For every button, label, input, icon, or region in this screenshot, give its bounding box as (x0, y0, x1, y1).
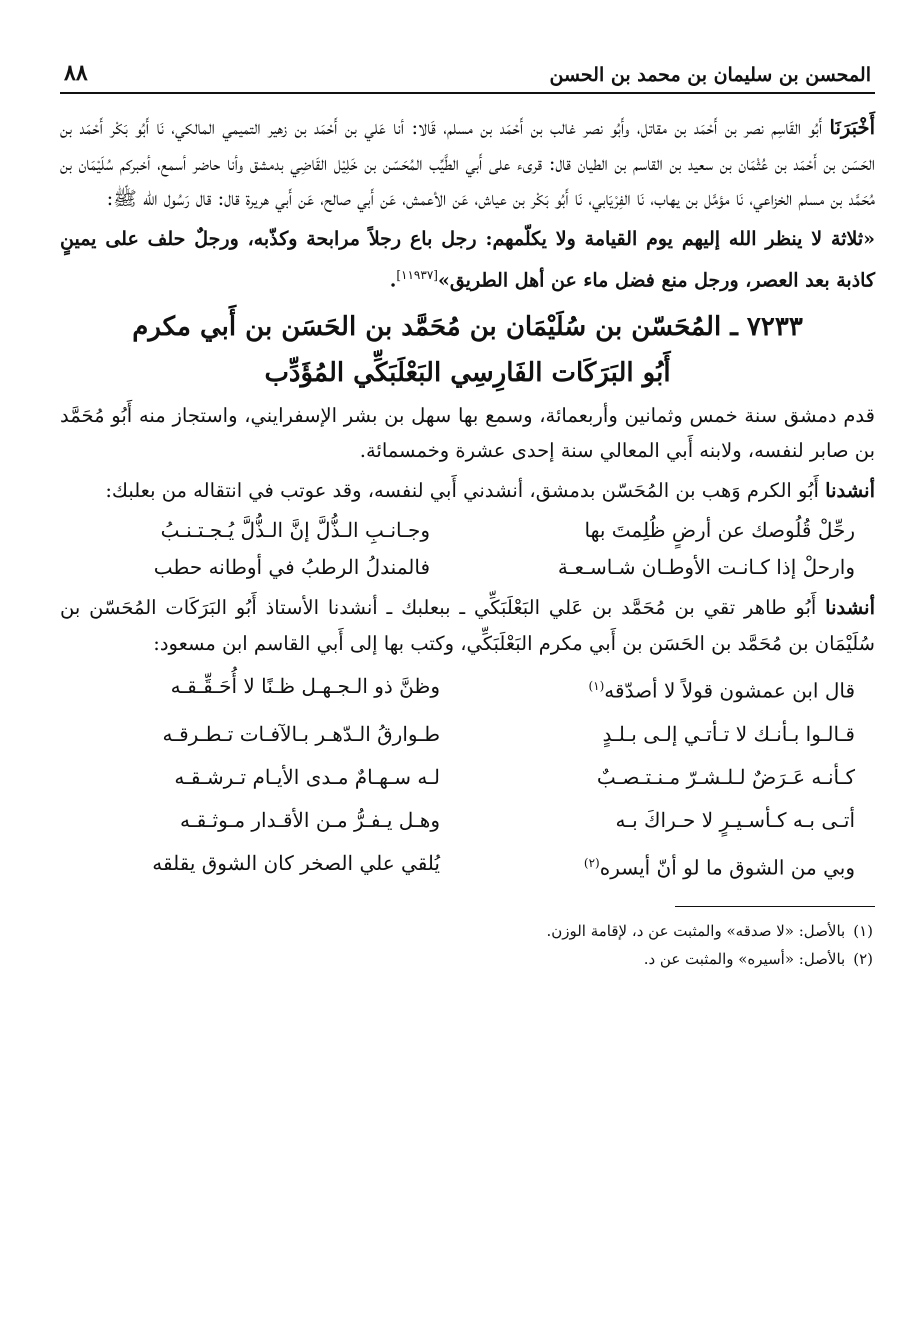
isnad-text: أَبُو القَاسِم نصر بن أَحْمَد بن مقاتل، وأَبُو نصر غالب بن أَحْمَد بن مسلم، قَالا: أنا عَلي بن أَحْمَد بن زهير التميمي المالكي، نَا أَبُو بَكْر أَحْمَد بن الحَسَن بن أَحْمَد بن عُثْمَان بن سعيد بن القاسم بن الطيان قال: قرىء على أَبي الطَّيِّب المُحَسّن بن خَلِيْل القَاضِي بدمشق وأنا حاضر أسمع، أخبركم سُلَيْمَان بن مُحَمَّد بن مسلم الخزاعي، نَا مؤمَّل بن يهاب، نَا الفِرْيَابي، نَا أَبُو بَكْر بن عياش، عَن الأعمش، عَن أَبي صالح، عَن أَبي هريرة قال: قال رَسُول الله ﷺ: (60, 116, 875, 210)
book-page (60, 50, 875, 1300)
footnote-marker: (١) (588, 679, 605, 694)
poem-1-verse (60, 512, 875, 549)
hadith-number: [١١٩٣٧] (396, 267, 438, 282)
hemistich-first: أتـى بـه كـأسـيـرٍ لا حـراكَ بـه (615, 807, 855, 832)
page-body (60, 94, 875, 973)
hadith-text (60, 221, 875, 298)
poem-2 (60, 665, 875, 889)
footnotes (60, 917, 875, 973)
poem-1-verse (60, 549, 875, 586)
hemistich-first: قـالـوا بـأنـك لا تـأتـي إلـى بـلـدٍ (602, 721, 855, 746)
anshadana-lead-1: أنشدنا (825, 478, 875, 502)
hemistich-second: وظنَّ ذو الـجـهـل ظـنًا لا أُحَـقِّـقـه (170, 674, 440, 699)
poem-1 (60, 512, 875, 586)
hemistich-first (525, 842, 855, 890)
footnote-text: بالأصل: «لا صدقه» والمثبت عن د، لإقامة الوزن. (546, 921, 846, 940)
footnote-number: (٢) (853, 949, 873, 968)
hemistich-second: فالمندلُ الرطبُ في أوطانه حطب (153, 555, 430, 580)
hemistich-second: وجـانـبِ الـذُّلَّ إنَّ الـذُّلَّ يُـجـتـنـبُ (160, 518, 430, 543)
running-header (60, 50, 875, 94)
hemistich-first: رحِّلْ قُلُوصك عن أرضٍ ظُلِمتَ بها (584, 518, 855, 543)
anshadana-lead-2: أنشدنا (825, 596, 875, 620)
poem-2-verse (60, 713, 875, 756)
poem-2-verse (60, 756, 875, 799)
hemistich-second: يُلقي علي الصخر كان الشوق يقلقه (152, 850, 440, 875)
hemistich-second: لـه سـهـامٌ مـدى الأيـام تـرشـقـه (174, 764, 440, 789)
hemistich-first-text: قال ابن عمشون قولاً لا أصدّقه (604, 678, 855, 703)
poem-2-verse (60, 665, 875, 713)
footnote-divider (675, 906, 875, 907)
hemistich-second: وهـل يـفـرُّ مـن الأقـدار مـوثـقـه (180, 807, 440, 832)
footnote-number: (١) (853, 921, 873, 940)
anshadana-text-2: أَبُو طاهر تقي بن مُحَمَّد بن عَلي البَعْلَبَكِّي ـ ببعلبك ـ أنشدنا الأستاذ أَبُو البَرَكَات المُحَسّن بن سُلَيْمَان بن مُحَمَّد بن الحَسَن بن أَبي مكرم البَعْلَبَكِّي، وكتب بها إلى أَبي القاسم ابن مسعود: (60, 596, 875, 655)
anshadana-text-1: أَبُو الكرم وَهب بن المُحَسّن بدمشق، أنشدني أَبي لنفسه، وقد عوتب في انتقاله من بعلبك: (105, 478, 826, 502)
footnote-text: بالأصل: «أسيره» والمثبت عن د. (643, 949, 846, 968)
poem-2-verse (60, 842, 875, 890)
anshadana-paragraph-2 (60, 590, 875, 661)
hemistich-first: وارحلْ إذا كـانـت الأوطـان شـاسـعـة (557, 555, 855, 580)
footnote-item (60, 945, 875, 973)
hadith-body: «ثلاثة لا ينظر الله إليهم يوم القيامة ولا يكلّمهم: رجل باع رجلاً مرابحة وكذّبه، ورجلٌ حلف على يمينٍ كاذبة بعد العصر، ورجل منع فضل ماء عن أهل الطريق» (60, 227, 875, 291)
entry-heading-line-2: أَبُو البَرَكَات الفَارِسِي البَعْلَبَكِّي المُؤَدِّب (264, 357, 671, 388)
footnote-marker: (٢) (583, 855, 600, 870)
hemistich-second: طـوارقُ الـدّهـر بـالآفـات تـطـرقـه (162, 721, 440, 746)
poem-2-verse (60, 799, 875, 842)
entry-heading-line-1: ٧٢٣٣ ـ المُحَسّن بن سُلَيْمَان بن مُحَمَّد بن الحَسَن بن أَبي مكرم (132, 311, 803, 342)
isnad-paragraph (60, 110, 875, 217)
page-number: ٨٨ (64, 60, 88, 86)
hemistich-first-text: وبي من الشوق ما لو أنّ أيسره (599, 855, 855, 880)
hemistich-first (525, 665, 855, 713)
hemistich-first: كـأنـه عَـرَضٌ لـلـشـرّ مـنـتـصـبٌ (596, 764, 855, 789)
anshadana-paragraph-1 (60, 473, 875, 509)
hadith-end: . (389, 268, 397, 291)
running-title: المحسن بن سليمان بن محمد بن الحسن (549, 64, 871, 86)
entry-heading (60, 304, 875, 396)
bio-paragraph: قدم دمشق سنة خمس وثمانين وأربعمائة، وسمع بها سهل بن بشر الإسفرايني، واستجاز منه أَبُو مُحَمَّد بن صابر لنفسه، ولابنه أَبي المعالي سنة إحدى عشرة وخمسمائة. (60, 403, 875, 463)
akhbarana-lead: أَخْبَرَنَا (829, 116, 875, 139)
footnote-item (60, 917, 875, 945)
